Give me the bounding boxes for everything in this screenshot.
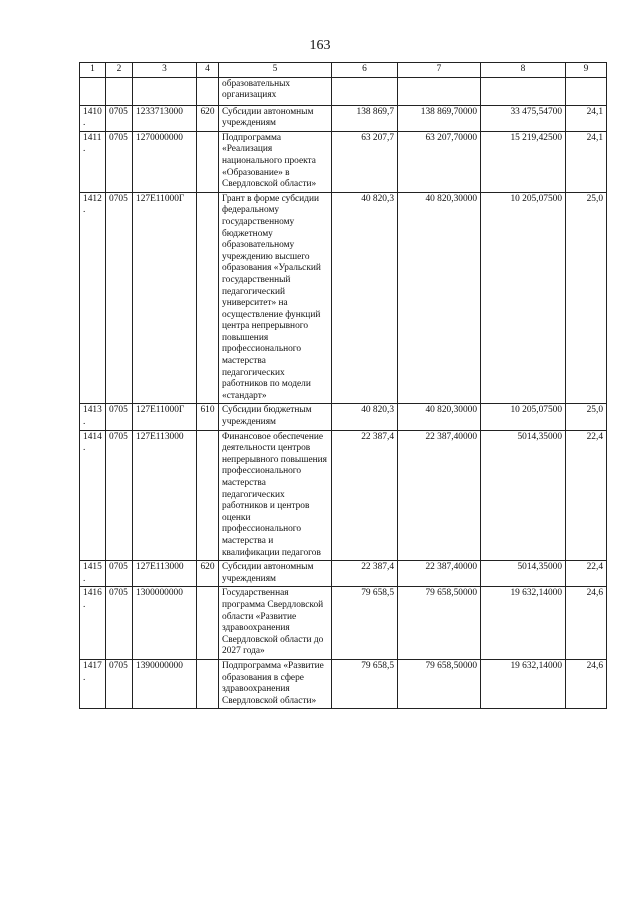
cell-section: 0705 <box>106 561 133 587</box>
cell-expense-type: 620 <box>197 105 219 131</box>
cell-section: 0705 <box>106 192 133 404</box>
cell-row-number: 1411. <box>80 131 106 192</box>
cell-amount-executed: 5014,35000 <box>481 430 566 561</box>
cell-section: 0705 <box>106 430 133 561</box>
cell-name: Подпрограмма «Развитие образования в сфере здравоохранения Свердловской области» <box>219 659 332 708</box>
cell-amount-planned: 79 658,50000 <box>398 659 481 708</box>
cell-percent: 24,1 <box>566 131 607 192</box>
cell-expense-type <box>197 192 219 404</box>
table-row <box>80 430 607 561</box>
column-header: 8 <box>481 63 566 78</box>
cell-target-code: 1270000000 <box>133 131 197 192</box>
cell-expense-type: 620 <box>197 561 219 587</box>
cell-expense-type: 610 <box>197 404 219 430</box>
cell-target-code: 1300000000 <box>133 587 197 660</box>
cell-name: Субсидии бюджетным учреждениям <box>219 404 332 430</box>
cell-amount-approved: 79 658,5 <box>332 659 398 708</box>
cell-amount-planned: 22 387,40000 <box>398 430 481 561</box>
column-header: 9 <box>566 63 607 78</box>
cell-name: образовательных организациях <box>219 77 332 105</box>
column-header: 7 <box>398 63 481 78</box>
cell-amount-planned: 40 820,30000 <box>398 192 481 404</box>
column-header: 4 <box>197 63 219 78</box>
cell-amount-approved: 22 387,4 <box>332 561 398 587</box>
cell-amount-planned: 22 387,40000 <box>398 561 481 587</box>
column-header: 3 <box>133 63 197 78</box>
cell-section: 0705 <box>106 131 133 192</box>
cell-section: 0705 <box>106 587 133 660</box>
cell-amount-approved: 63 207,7 <box>332 131 398 192</box>
cell-amount-approved: 40 820,3 <box>332 404 398 430</box>
cell-amount-approved: 40 820,3 <box>332 192 398 404</box>
table-row-continuation <box>80 77 607 105</box>
cell-name: Субсидии автономным учреждениям <box>219 105 332 131</box>
cell-expense-type <box>197 430 219 561</box>
table-row <box>80 131 607 192</box>
cell-row-number: 1414. <box>80 430 106 561</box>
cell-amount-executed: 10 205,07500 <box>481 404 566 430</box>
cell-row-number: 1415. <box>80 561 106 587</box>
cell-expense-type <box>197 587 219 660</box>
cell-percent: 24,6 <box>566 659 607 708</box>
cell-percent: 25,0 <box>566 192 607 404</box>
table-row <box>80 192 607 404</box>
cell-row-number: 1412. <box>80 192 106 404</box>
cell-row-number: 1416. <box>80 587 106 660</box>
cell-section: 0705 <box>106 404 133 430</box>
cell-row-number: 1413. <box>80 404 106 430</box>
table-row <box>80 105 607 131</box>
table-row <box>80 561 607 587</box>
cell-percent: 24,6 <box>566 587 607 660</box>
cell-row-number: 1417. <box>80 659 106 708</box>
cell-amount-planned: 40 820,30000 <box>398 404 481 430</box>
cell-target-code: 1233713000 <box>133 105 197 131</box>
cell-name: Грант в форме субсидии федеральному государственному бюджетному образовательному учреждению высшего образования «Уральский государственный педагогический университет» на осуществление функций центра непрерывного повышения профессионального мастерства педагогических работников по модели «стандарт» <box>219 192 332 404</box>
cell-target-code: 127E11000Г <box>133 404 197 430</box>
cell-target-code: 127E11000Г <box>133 192 197 404</box>
header-row <box>80 63 607 78</box>
column-header: 2 <box>106 63 133 78</box>
cell-expense-type <box>197 659 219 708</box>
cell-amount-approved: 22 387,4 <box>332 430 398 561</box>
cell-amount-executed: 10 205,07500 <box>481 192 566 404</box>
cell-target-code: 127E113000 <box>133 561 197 587</box>
cell-row-number: 1410. <box>80 105 106 131</box>
column-header: 6 <box>332 63 398 78</box>
cell-amount-planned: 63 207,70000 <box>398 131 481 192</box>
table-row <box>80 659 607 708</box>
cell-amount-planned: 79 658,50000 <box>398 587 481 660</box>
cell-target-code: 1390000000 <box>133 659 197 708</box>
cell-expense-type <box>197 131 219 192</box>
cell-amount-approved: 138 869,7 <box>332 105 398 131</box>
cell-name: Государственная программа Свердловской области «Развитие здравоохранения Свердловской области до 2027 года» <box>219 587 332 660</box>
column-header: 5 <box>219 63 332 78</box>
cell-name: Финансовое обеспечение деятельности центров непрерывного повышения профессионального мастерства педагогических работников и центров оценки профессионального мастерства и квалификации педагогов <box>219 430 332 561</box>
cell-section: 0705 <box>106 659 133 708</box>
cell-name: Субсидии автономным учреждениям <box>219 561 332 587</box>
cell-target-code: 127E113000 <box>133 430 197 561</box>
page-number: 163 <box>309 38 331 53</box>
budget-table <box>79 62 607 709</box>
cell-amount-executed: 19 632,14000 <box>481 659 566 708</box>
cell-percent: 22,4 <box>566 561 607 587</box>
cell-percent: 25,0 <box>566 404 607 430</box>
cell-percent: 22,4 <box>566 430 607 561</box>
table-row <box>80 587 607 660</box>
cell-amount-planned: 138 869,70000 <box>398 105 481 131</box>
table-row <box>80 404 607 430</box>
column-header: 1 <box>80 63 106 78</box>
cell-name: Подпрограмма «Реализация национального проекта «Образование» в Свердловской области» <box>219 131 332 192</box>
cell-amount-executed: 5014,35000 <box>481 561 566 587</box>
cell-amount-approved: 79 658,5 <box>332 587 398 660</box>
cell-section: 0705 <box>106 105 133 131</box>
cell-amount-executed: 19 632,14000 <box>481 587 566 660</box>
cell-percent: 24,1 <box>566 105 607 131</box>
cell-amount-executed: 33 475,54700 <box>481 105 566 131</box>
cell-amount-executed: 15 219,42500 <box>481 131 566 192</box>
